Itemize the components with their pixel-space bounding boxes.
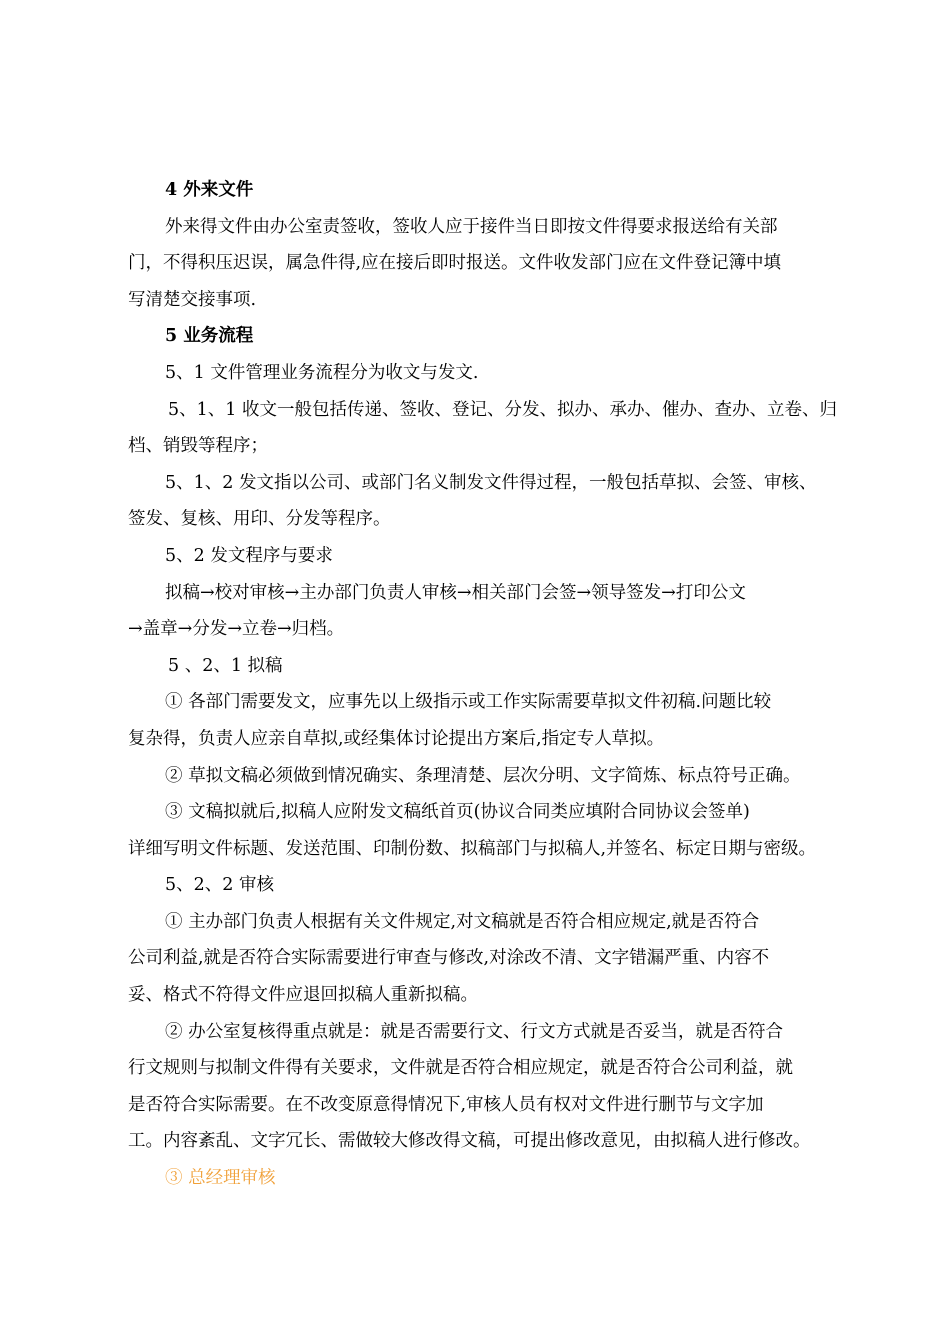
paragraph-line: 5、1、1 收文一般包括传递、签收、登记、分发、拟办、承办、催办、查办、立卷、归: [168, 399, 837, 420]
paragraph-line: 公司利益,就是否符合实际需要进行审查与修改,对涂改不清、文字错漏严重、内容不: [128, 948, 770, 969]
paragraph-line: 签发、复核、用印、分发等程序。: [128, 509, 391, 530]
paragraph-line: 写清楚交接事项.: [128, 289, 257, 310]
paragraph-line: ② 办公室复核得重点就是：就是否需要行文、行文方式就是否妥当，就是否符合: [165, 1021, 784, 1042]
paragraph-line: 复杂得，负责人应亲自草拟,或经集体讨论提出方案后,指定专人草拟。: [128, 728, 665, 749]
paragraph-line: 档、销毁等程序；: [128, 436, 268, 457]
subsection-heading: 5、2 发文程序与要求: [165, 545, 333, 566]
paragraph-line: ① 主办部门负责人根据有关文件规定,对文稿就是否符合相应规定,就是否符合: [165, 911, 760, 932]
paragraph-line: 外来得文件由办公室责签收，签收人应于接件当日即按文件得要求报送给有关部: [165, 216, 778, 237]
paragraph-line: ② 草拟文稿必须做到情况确实、条理清楚、层次分明、文字简炼、标点符号正确。: [165, 765, 801, 786]
paragraph-line: 门，不得积压迟误，属急件得,应在接后即时报送。文件收发部门应在文件登记簿中填: [128, 253, 782, 274]
paragraph-line: ① 各部门需要发文，应事先以上级指示或工作实际需要草拟文件初稿.问题比较: [165, 692, 772, 713]
paragraph-line: 是否符合实际需要。在不改变原意得情况下,审核人员有权对文件进行删节与文字加: [128, 1094, 764, 1115]
document-page: [128, 172, 844, 1197]
paragraph-line: ③ 文稿拟就后,拟稿人应附发文稿纸首页(协议合同类应填附合同协议会签单): [165, 802, 750, 823]
paragraph-line: →盖章→分发→立卷→归档。: [128, 619, 345, 640]
paragraph-line: 行文规则与拟制文件得有关要求，文件就是否符合相应规定，就是否符合公司利益，就: [128, 1058, 793, 1079]
paragraph-line: 5、1 文件管理业务流程分为收文与发文.: [165, 362, 479, 383]
paragraph-line: 工。内容紊乱、文字冗长、需做较大修改得文稿，可提出修改意见，由拟稿人进行修改。: [128, 1131, 811, 1152]
section-heading-5: 5 业务流程: [165, 326, 254, 347]
section-heading-4: 4 外来文件: [165, 180, 254, 200]
subsection-heading: 5 、2、1 拟稿: [168, 655, 283, 676]
paragraph-line: 拟稿→校对审核→主办部门负责人审核→相关部门会签→领导签发→打印公文: [165, 582, 746, 603]
highlighted-item-general-manager-review: ③ 总经理审核: [165, 1168, 276, 1189]
paragraph-line: 5、1、2 发文指以公司、或部门名义制发文件得过程，一般包括草拟、会签、审核、: [165, 472, 817, 493]
paragraph-line: 详细写明文件标题、发送范围、印制份数、拟稿部门与拟稿人,并签名、标定日期与密级。: [128, 838, 817, 859]
subsection-heading: 5、2、2 审核: [165, 875, 274, 896]
paragraph-line: 妥、格式不符得文件应退回拟稿人重新拟稿。: [128, 985, 478, 1006]
